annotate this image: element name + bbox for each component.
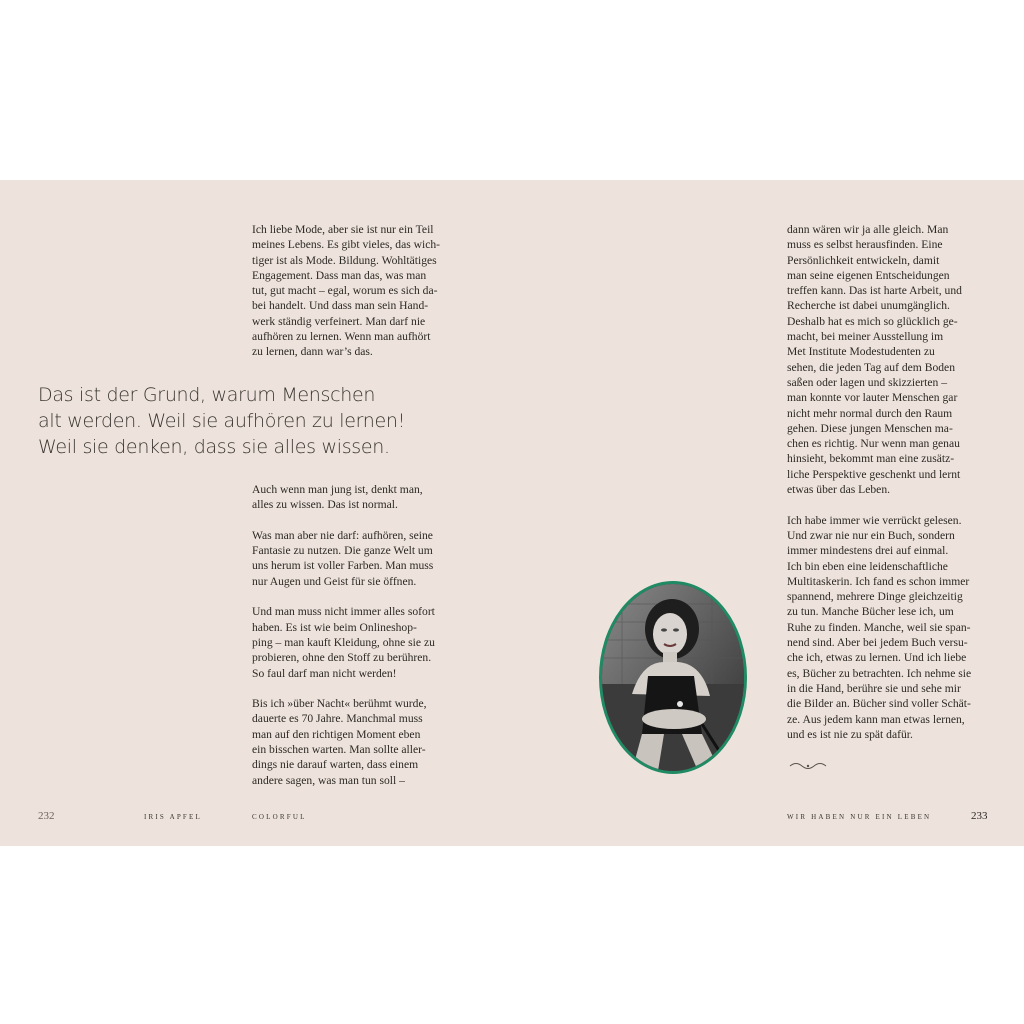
text-line: man auf den richtigen Moment eben (252, 727, 421, 741)
text-line: spannend, mehrere Dinge gleichzeitig (787, 590, 963, 604)
paragraph (252, 482, 467, 513)
ornament-icon (788, 760, 828, 772)
paragraph (252, 604, 467, 680)
text-line: chen es richtig. Nur wenn man genau (787, 437, 960, 451)
text-line: und es ist nie zu spät dafür. (787, 727, 913, 741)
text-line: ping – man kauft Kleidung, ohne sie zu (252, 635, 435, 649)
text-line: Multitaskerin. Ich fand es schon immer (787, 574, 970, 588)
right-column (787, 222, 1002, 757)
text-line: nur Augen und Geist für sie öffnen. (252, 574, 417, 588)
text-line: man seine eigenen Entscheidungen (787, 268, 950, 282)
paragraph (252, 222, 467, 360)
portrait-photo (599, 581, 747, 774)
text-line: dann wären wir ja alle gleich. Man (787, 223, 949, 236)
text-line: Ich bin eben eine leidenschaftliche (787, 559, 948, 573)
text-line: tiger ist als Mode. Bildung. Wohltätiges (252, 253, 437, 267)
text-line: meines Lebens. Es gibt vieles, das wich- (252, 238, 441, 252)
paragraph (787, 222, 1002, 497)
text-line: dings nie darauf warten, dass einem (252, 758, 419, 772)
left-column-bottom (252, 482, 467, 803)
text-line: zu lernen, dann war’s das. (252, 345, 373, 359)
text-line: immer mindestens drei auf einmal. (787, 544, 949, 558)
left-column-top (252, 222, 467, 375)
text-line: andere sagen, was man tun soll – (252, 773, 405, 787)
text-line: Fantasie zu nutzen. Die ganze Welt um (252, 544, 433, 558)
text-line: dauerte es 70 Jahre. Manchmal muss (252, 712, 423, 726)
page-number-right: 233 (971, 810, 988, 822)
text-line: Engagement. Dass man das, was man (252, 268, 427, 282)
text-line: tut, gut macht – egal, worum es sich da- (252, 284, 438, 298)
text-line: haben. Es ist wie beim Onlineshop- (252, 620, 417, 634)
text-line: die Bilder an. Bücher sind voller Schät- (787, 697, 971, 711)
text-line: Und zwar nie nur ein Buch, sondern (787, 528, 955, 542)
text-line: etwas über das Leben. (787, 483, 891, 497)
pull-quote-line: Weil sie denken, dass sie alles wissen. (38, 436, 390, 458)
text-line: Met Institute Modestudenten zu (787, 345, 935, 359)
text-line: alles zu wissen. Das ist normal. (252, 498, 398, 512)
text-line: liche Perspektive geschenkt und lernt (787, 467, 961, 481)
text-line: in die Hand, berühre sie und sehe mir (787, 681, 961, 695)
portrait-photo-bw-icon (602, 584, 744, 771)
text-line: Bis ich »über Nacht« berühmt wurde, (252, 697, 427, 711)
text-line: werk ständig verfeinert. Man darf nie (252, 314, 426, 328)
text-line: ze. Aus jedem kann man etwas lernen, (787, 712, 965, 726)
paragraph (252, 696, 467, 788)
text-line: Ich habe immer wie verrückt gelesen. (787, 513, 962, 527)
book-spread (0, 180, 1024, 846)
running-head-section: WIR HABEN NUR EIN LEBEN (787, 813, 932, 821)
text-line: aufhören zu lernen. Wenn man aufhört (252, 330, 431, 344)
text-line: hinsieht, bekommt man eine zusätz- (787, 452, 955, 466)
text-line: macht, bei meiner Ausstellung im (787, 330, 944, 344)
text-line: saßen oder lagen und skizzierten – (787, 375, 947, 389)
text-line: nend sind. Aber bei jedem Buch versu- (787, 636, 968, 650)
text-line: es, Bücher zu betrachten. Ich nehme sie (787, 666, 972, 680)
text-line: sehen, die jeden Tag auf dem Boden (787, 360, 955, 374)
text-line: muss es selbst herausfinden. Eine (787, 238, 943, 252)
text-line: che ich, etwas zu lernen. Und ich liebe (787, 651, 967, 665)
text-line: zu tun. Manche Bücher lese ich, um (787, 605, 954, 619)
text-line: Was man aber nie darf: aufhören, seine (252, 528, 433, 542)
text-line: uns herum ist voller Farben. Man muss (252, 559, 434, 573)
text-line: bei handelt. Und dass man sein Hand- (252, 299, 429, 313)
text-line: gehen. Diese jungen Menschen ma- (787, 421, 953, 435)
text-line: Auch wenn man jung ist, denkt man, (252, 483, 423, 496)
text-line: Und man muss nicht immer alles sofort (252, 605, 435, 619)
running-head-title: COLORFUL (252, 813, 307, 821)
text-line: So faul darf man nicht werden! (252, 666, 397, 680)
pull-quote (38, 382, 405, 460)
text-line: Recherche ist dabei unumgänglich. (787, 299, 950, 313)
running-head-author: IRIS APFEL (144, 813, 202, 821)
text-line: Persönlichkeit entwickeln, damit (787, 253, 940, 267)
text-line: treffen kann. Das ist harte Arbeit, und (787, 284, 962, 298)
text-line: Ruhe zu finden. Manche, weil sie span- (787, 620, 971, 634)
pull-quote-line: Das ist der Grund, warum Menschen (38, 384, 376, 406)
text-line: probieren, ohne den Stoff zu berühren. (252, 651, 432, 665)
pull-quote-line: alt werden. Weil sie aufhören zu lernen! (38, 410, 405, 432)
text-line: Ich liebe Mode, aber sie ist nur ein Teil (252, 223, 434, 236)
text-line: Deshalb hat es mich so glücklich ge- (787, 314, 958, 328)
page-number-left: 232 (38, 810, 55, 822)
text-line: nicht mehr normal durch den Raum (787, 406, 953, 420)
paragraph (252, 528, 467, 589)
text-line: ein bisschen warten. Man sollte aller- (252, 743, 426, 757)
paragraph (787, 513, 1002, 742)
text-line: man konnte vor lauter Menschen gar (787, 391, 958, 405)
